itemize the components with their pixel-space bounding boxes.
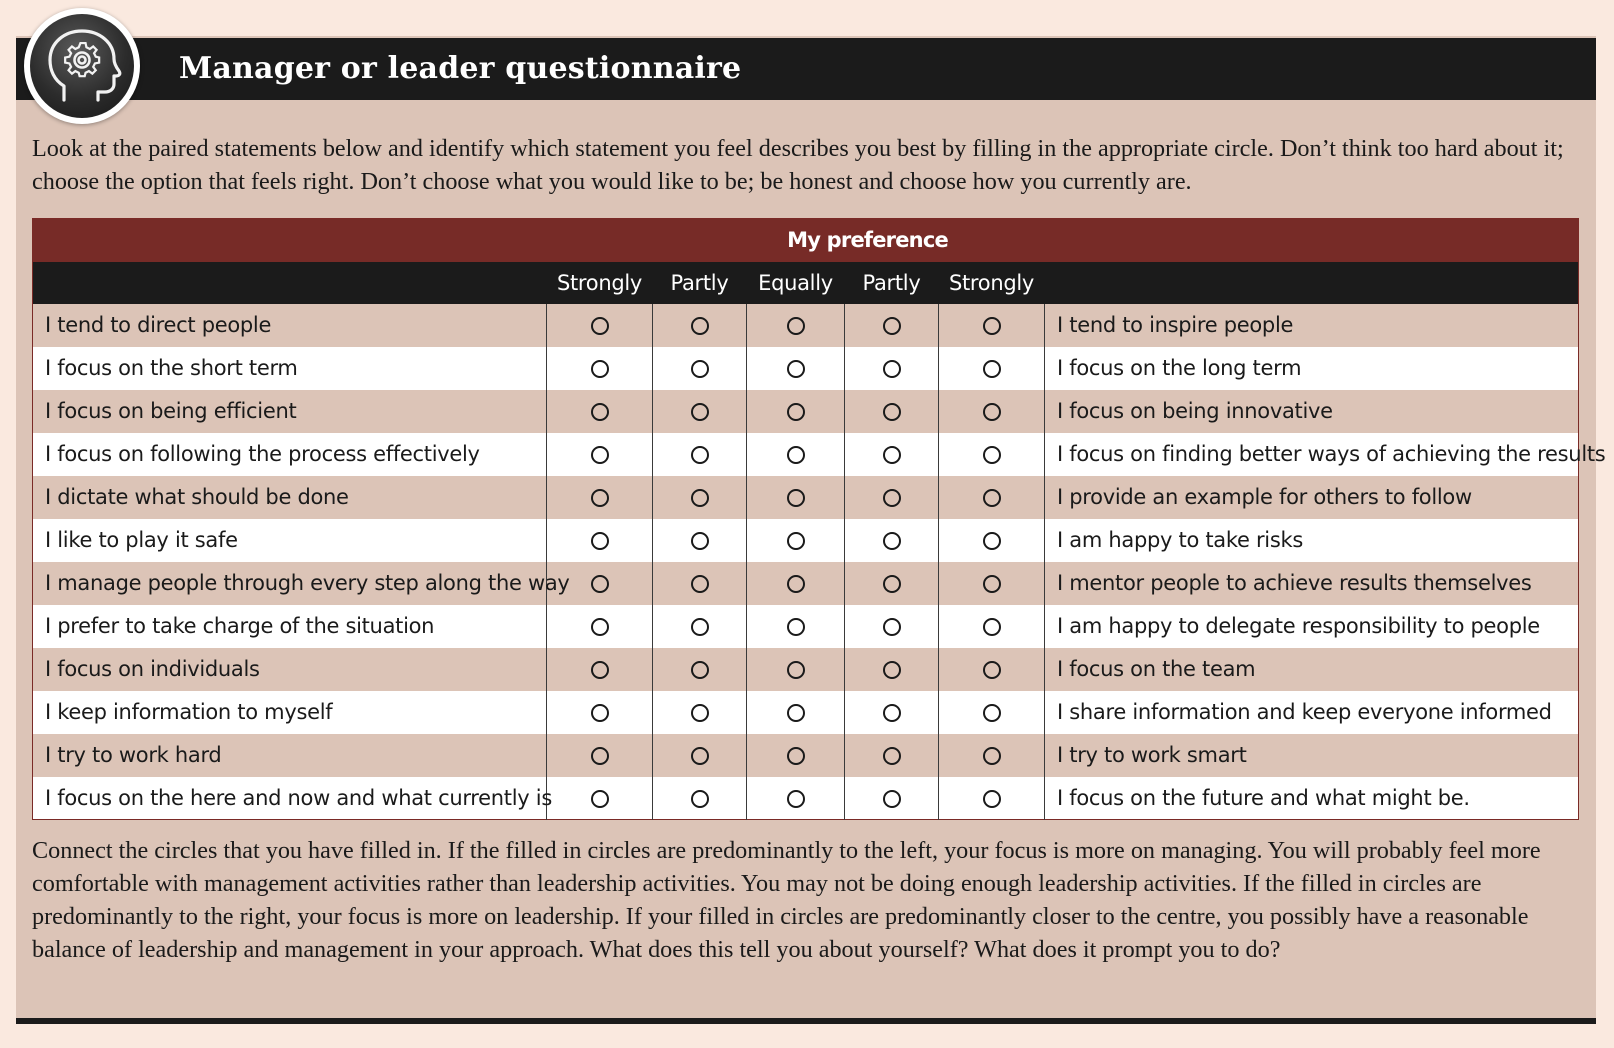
option-cell (547, 304, 653, 347)
left-statement: I focus on individuals (33, 648, 547, 691)
option-cell (547, 347, 653, 390)
scale-label-partly-left: Partly (653, 262, 747, 304)
option-cell (653, 476, 747, 519)
preference-radio-circle[interactable] (591, 661, 609, 679)
preference-radio-circle[interactable] (883, 360, 901, 378)
option-cell (747, 691, 845, 734)
option-cell (747, 476, 845, 519)
head-gear-icon (30, 14, 134, 118)
preference-radio-circle[interactable] (787, 532, 805, 550)
preference-radio-circle[interactable] (591, 532, 609, 550)
preference-radio-circle[interactable] (883, 489, 901, 507)
page-title: Manager or leader questionnaire (179, 51, 742, 86)
preference-radio-circle[interactable] (983, 704, 1001, 722)
option-cell (845, 519, 939, 562)
option-cell (747, 519, 845, 562)
preference-radio-circle[interactable] (691, 446, 709, 464)
results-explanation-text: Connect the circles that you have filled in. If the filled in circles are predominantly to the left, your focus is more on managing. You will probably feel more comfortable with management activities rather than leadership activities. You may not be doing enough leadership activities. If the filled in circles are predominantly to the right, your focus is more on leadership. If your filled in circles are predominantly closer to the centre, you possibly have a reasonable balance of leadership and management in your approach. What does this tell you about yourself? What does it prompt you to do? (32, 837, 1541, 963)
preference-radio-circle[interactable] (787, 317, 805, 335)
question-row (33, 648, 1579, 691)
preference-radio-circle[interactable] (591, 360, 609, 378)
option-cell (845, 390, 939, 433)
option-cell (747, 433, 845, 476)
preference-radio-circle[interactable] (591, 618, 609, 636)
right-statement: I am happy to take risks (1045, 519, 1579, 562)
scale-label-partly-right: Partly (845, 262, 939, 304)
option-cell (653, 347, 747, 390)
question-row (33, 519, 1579, 562)
preference-radio-circle[interactable] (883, 575, 901, 593)
option-cell (547, 691, 653, 734)
preference-radio-circle[interactable] (691, 704, 709, 722)
option-cell (939, 605, 1045, 648)
option-cell (653, 519, 747, 562)
right-statement: I share information and keep everyone informed (1045, 691, 1579, 734)
preference-radio-circle[interactable] (691, 618, 709, 636)
left-statement: I focus on the here and now and what currently is (33, 777, 547, 820)
bottom-divider (16, 1018, 1596, 1024)
preference-radio-circle[interactable] (691, 575, 709, 593)
option-cell (653, 562, 747, 605)
preference-radio-circle[interactable] (983, 446, 1001, 464)
preference-radio-circle[interactable] (787, 360, 805, 378)
left-statement: I tend to direct people (33, 304, 547, 347)
option-cell (547, 605, 653, 648)
option-cell (653, 648, 747, 691)
preference-radio-circle[interactable] (883, 704, 901, 722)
option-cell (653, 390, 747, 433)
preference-radio-circle[interactable] (691, 360, 709, 378)
option-cell (939, 519, 1045, 562)
preference-radio-circle[interactable] (787, 489, 805, 507)
right-statement: I am happy to delegate responsibility to people (1045, 605, 1579, 648)
option-cell (845, 777, 939, 820)
option-cell (939, 648, 1045, 691)
option-cell (547, 734, 653, 777)
preference-radio-circle[interactable] (787, 403, 805, 421)
right-statement: I provide an example for others to follow (1045, 476, 1579, 519)
left-statement: I focus on following the process effectively (33, 433, 547, 476)
option-cell (939, 476, 1045, 519)
right-statement-header (1045, 262, 1579, 304)
option-cell (939, 390, 1045, 433)
preference-radio-circle[interactable] (983, 489, 1001, 507)
preference-radio-circle[interactable] (883, 661, 901, 679)
left-statement: I manage people through every step along the way (33, 562, 547, 605)
option-cell (939, 433, 1045, 476)
right-statement: I focus on the team (1045, 648, 1579, 691)
preference-radio-circle[interactable] (983, 747, 1001, 765)
option-cell (747, 605, 845, 648)
right-statement: I focus on the long term (1045, 347, 1579, 390)
option-cell (547, 648, 653, 691)
option-cell (939, 691, 1045, 734)
preference-radio-circle[interactable] (691, 489, 709, 507)
option-cell (653, 691, 747, 734)
preference-radio-circle[interactable] (787, 618, 805, 636)
right-statement: I tend to inspire people (1045, 304, 1579, 347)
preference-radio-circle[interactable] (787, 704, 805, 722)
option-cell (845, 476, 939, 519)
question-row (33, 777, 1579, 820)
scale-header-row (33, 262, 1579, 304)
option-cell (939, 304, 1045, 347)
preference-radio-circle[interactable] (591, 403, 609, 421)
question-row (33, 304, 1579, 347)
question-row (33, 734, 1579, 777)
preference-header-row (33, 219, 1579, 262)
option-cell (653, 777, 747, 820)
preference-radio-circle[interactable] (883, 747, 901, 765)
option-cell (845, 562, 939, 605)
preference-radio-circle[interactable] (591, 317, 609, 335)
head-gear-icon-graphic (30, 14, 134, 118)
preference-radio-circle[interactable] (591, 575, 609, 593)
preference-radio-circle[interactable] (883, 446, 901, 464)
question-row (33, 691, 1579, 734)
option-cell (845, 347, 939, 390)
option-cell (653, 433, 747, 476)
option-cell (547, 390, 653, 433)
right-statement: I focus on being innovative (1045, 390, 1579, 433)
preference-radio-circle[interactable] (983, 618, 1001, 636)
option-cell (939, 777, 1045, 820)
option-cell (845, 648, 939, 691)
left-statement: I focus on the short term (33, 347, 547, 390)
left-statement: I keep information to myself (33, 691, 547, 734)
instructions-text: Look at the paired statements below and identify which statement you feel describes you best by filling in the appropriate circle. Don’t think too hard about it; choose the option that feels right. Don’t choose what you would like to be; be honest and choose how you currently are. (32, 135, 1564, 195)
option-cell (653, 304, 747, 347)
preference-radio-circle[interactable] (787, 661, 805, 679)
left-statement: I prefer to take charge of the situation (33, 605, 547, 648)
preference-radio-circle[interactable] (691, 661, 709, 679)
preference-radio-circle[interactable] (591, 747, 609, 765)
preference-radio-circle[interactable] (883, 790, 901, 808)
preference-radio-circle[interactable] (983, 532, 1001, 550)
option-cell (747, 734, 845, 777)
scale-label-equally: Equally (747, 262, 845, 304)
preference-radio-circle[interactable] (691, 403, 709, 421)
preference-radio-circle[interactable] (787, 747, 805, 765)
option-cell (547, 519, 653, 562)
scale-label-strongly-left: Strongly (547, 262, 653, 304)
option-cell (845, 605, 939, 648)
preference-radio-circle[interactable] (983, 575, 1001, 593)
option-cell (547, 476, 653, 519)
left-statement: I like to play it safe (33, 519, 547, 562)
option-cell (939, 347, 1045, 390)
preference-radio-circle[interactable] (787, 790, 805, 808)
preference-radio-circle[interactable] (591, 704, 609, 722)
preference-radio-circle[interactable] (983, 317, 1001, 335)
option-cell (747, 648, 845, 691)
preference-radio-circle[interactable] (691, 747, 709, 765)
left-statement: I dictate what should be done (33, 476, 547, 519)
right-statement: I try to work smart (1045, 734, 1579, 777)
question-row (33, 476, 1579, 519)
question-row (33, 562, 1579, 605)
preference-radio-circle[interactable] (691, 790, 709, 808)
preference-radio-circle[interactable] (691, 532, 709, 550)
preference-radio-circle[interactable] (691, 317, 709, 335)
left-statement: I focus on being efficient (33, 390, 547, 433)
option-cell (547, 777, 653, 820)
option-cell (747, 347, 845, 390)
preference-radio-circle[interactable] (983, 661, 1001, 679)
option-cell (747, 390, 845, 433)
preference-radio-circle[interactable] (883, 403, 901, 421)
preference-radio-circle[interactable] (591, 446, 609, 464)
option-cell (747, 562, 845, 605)
preference-radio-circle[interactable] (983, 360, 1001, 378)
option-cell (939, 562, 1045, 605)
right-statement: I mentor people to achieve results themselves (1045, 562, 1579, 605)
question-row (33, 347, 1579, 390)
option-cell (547, 433, 653, 476)
preference-radio-circle[interactable] (591, 489, 609, 507)
preference-radio-circle[interactable] (591, 790, 609, 808)
right-statement: I focus on the future and what might be. (1045, 777, 1579, 820)
preference-radio-circle[interactable] (787, 575, 805, 593)
preference-radio-circle[interactable] (883, 618, 901, 636)
left-statement: I try to work hard (33, 734, 547, 777)
preference-radio-circle[interactable] (883, 317, 901, 335)
option-cell (939, 734, 1045, 777)
right-statement: I focus on finding better ways of achieving the results (1045, 433, 1579, 476)
preference-heading: My preference (33, 219, 1579, 262)
option-cell (845, 691, 939, 734)
left-statement-header (33, 262, 547, 304)
option-cell (653, 734, 747, 777)
option-cell (747, 304, 845, 347)
option-cell (747, 777, 845, 820)
scale-label-strongly-right: Strongly (939, 262, 1045, 304)
question-row (33, 433, 1579, 476)
preference-table (32, 218, 1606, 820)
option-cell (845, 734, 939, 777)
option-cell (653, 605, 747, 648)
preference-radio-circle[interactable] (883, 532, 901, 550)
option-cell (845, 304, 939, 347)
preference-radio-circle[interactable] (983, 790, 1001, 808)
preference-radio-circle[interactable] (787, 446, 805, 464)
question-row (33, 390, 1579, 433)
question-row (33, 605, 1579, 648)
preference-radio-circle[interactable] (983, 403, 1001, 421)
option-cell (845, 433, 939, 476)
